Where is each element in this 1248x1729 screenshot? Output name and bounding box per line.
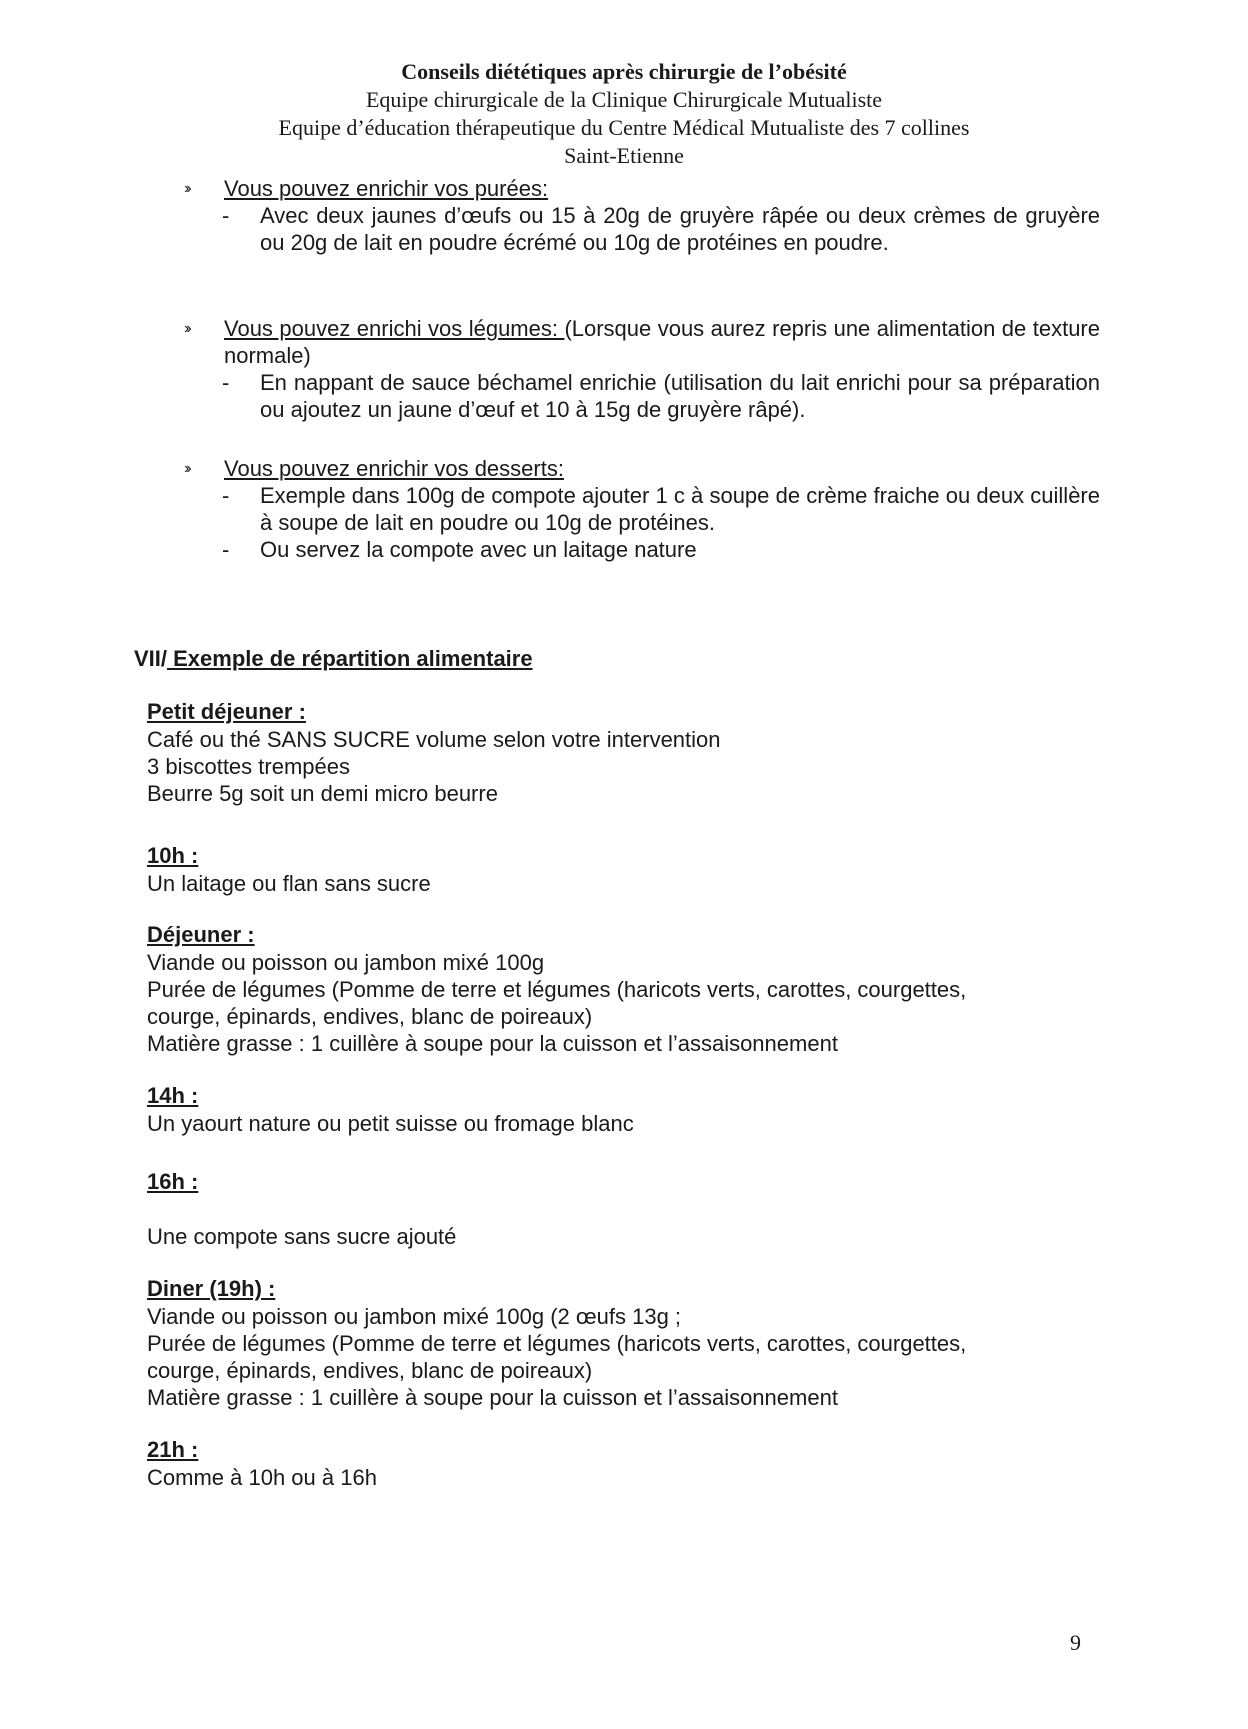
meal-heading: Petit déjeuner : [147, 699, 306, 724]
meal-heading: 21h : [147, 1437, 199, 1462]
meal-16h [147, 1168, 1107, 1250]
meal-heading: 10h : [147, 843, 199, 868]
enrich-purees-block [184, 175, 1100, 256]
document-header [0, 58, 1248, 170]
meal-breakfast [147, 698, 1107, 807]
bullet-text: Exemple dans 100g de compote ajouter 1 c à soupe de crème fraiche ou deux cuillère à soupe de lait en poudre ou 10g de protéines. [260, 483, 1100, 535]
meal-heading: Déjeuner : [147, 922, 255, 947]
bullet-item: - Ou servez la compote avec un laitage nature [222, 537, 697, 562]
meal-14h [147, 1082, 1107, 1137]
meal-line: Un laitage ou flan sans sucre [147, 871, 431, 896]
meal-heading: 16h : [147, 1169, 199, 1194]
meal-line: courge, épinards, endives, blanc de poireaux) [147, 1358, 593, 1383]
meal-line: Une compote sans sucre ajouté [147, 1224, 457, 1249]
enrich-legumes-block [184, 315, 1100, 423]
header-team-surgery: Equipe chirurgicale de la Clinique Chirurgicale Mutualiste [365, 87, 883, 112]
meal-line: Purée de légumes (Pomme de terre et légumes (haricots verts, carottes, courgettes, [147, 1331, 967, 1356]
header-team-education: Equipe d’éducation thérapeutique du Centre Médical Mutualiste des 7 collines [278, 115, 970, 140]
bullet-list [184, 202, 1100, 256]
bullet-text: Avec deux jaunes d’œufs ou 15 à 20g de gruyère râpée ou deux crèmes de gruyère ou 20g de lait en poudre écrémé ou 10g de protéines en poudre. [260, 203, 1100, 255]
bullet-item: - Avec deux jaunes d’œufs ou 15 à 20g de gruyère râpée ou deux crèmes de gruyère ou 20g de lait en poudre écrémé ou 10g de protéines en poudre. [222, 203, 1100, 255]
meal-heading: Diner (19h) : [147, 1276, 276, 1301]
meal-line: Matière grasse : 1 cuillère à soupe pour la cuisson et l’assaisonnement [147, 1385, 838, 1410]
document-title: Conseils diététiques après chirurgie de l’obésité [401, 59, 847, 84]
meal-10h [147, 842, 1107, 897]
page-number: 9 [1070, 1630, 1081, 1655]
enrich-lead [184, 175, 1100, 202]
meal-line: Purée de légumes (Pomme de terre et légumes (haricots verts, carottes, courgettes, [147, 977, 967, 1002]
enrich-lead-title: Vous pouvez enrichi vos légumes: [224, 316, 565, 341]
meal-heading: 14h : [147, 1083, 199, 1108]
double-chevron-icon: ›› [184, 460, 189, 477]
meal-lunch [147, 921, 1107, 1057]
enrich-lead-title: Vous pouvez enrichir vos desserts: [224, 456, 564, 481]
section-title: Exemple de répartition alimentaire [167, 646, 533, 671]
enrich-desserts-block [184, 455, 1100, 563]
header-city: Saint-Etienne [564, 143, 684, 168]
meal-line: Un yaourt nature ou petit suisse ou fromage blanc [147, 1111, 634, 1136]
meal-line: Comme à 10h ou à 16h [147, 1465, 377, 1490]
meal-line: 3 biscottes trempées [147, 754, 350, 779]
meal-dinner [147, 1275, 1107, 1411]
enrich-lead-rest: (Lorsque vous aurez repris une alimentation de texture normale) [224, 316, 1100, 368]
double-chevron-icon: ›› [184, 320, 189, 337]
enrich-lead-title: Vous pouvez enrichir vos purées: [224, 176, 549, 201]
bullet-text: Ou servez la compote avec un laitage nature [260, 537, 697, 562]
meal-21h [147, 1436, 1107, 1491]
meal-line: courge, épinards, endives, blanc de poireaux) [147, 1004, 593, 1029]
bullet-list [184, 482, 1100, 563]
meal-line: Viande ou poisson ou jambon mixé 100g (2 œufs 13g ; [147, 1304, 682, 1329]
section-number: VII/ [134, 646, 168, 671]
meal-line: Beurre 5g soit un demi micro beurre [147, 781, 498, 806]
bullet-list [184, 369, 1100, 423]
section-heading [134, 646, 533, 672]
bullet-item: - Exemple dans 100g de compote ajouter 1 c à soupe de crème fraiche ou deux cuillère à soupe de lait en poudre ou 10g de protéines. [222, 483, 1100, 535]
enrich-lead [184, 455, 1100, 482]
bullet-text: En nappant de sauce béchamel enrichie (utilisation du lait enrichi pour sa préparation ou ajoutez un jaune d’œuf et 10 à 15g de gruyère râpé). [260, 370, 1100, 422]
meal-line: Café ou thé SANS SUCRE volume selon votre intervention [147, 727, 721, 752]
enrich-lead [184, 315, 1100, 369]
meal-line: Viande ou poisson ou jambon mixé 100g [147, 950, 545, 975]
meal-line: Matière grasse : 1 cuillère à soupe pour la cuisson et l’assaisonnement [147, 1031, 838, 1056]
bullet-item: - En nappant de sauce béchamel enrichie (utilisation du lait enrichi pour sa préparation ou ajoutez un jaune d’œuf et 10 à 15g de gruyère râpé). [222, 370, 1100, 422]
double-chevron-icon: ›› [184, 180, 189, 197]
